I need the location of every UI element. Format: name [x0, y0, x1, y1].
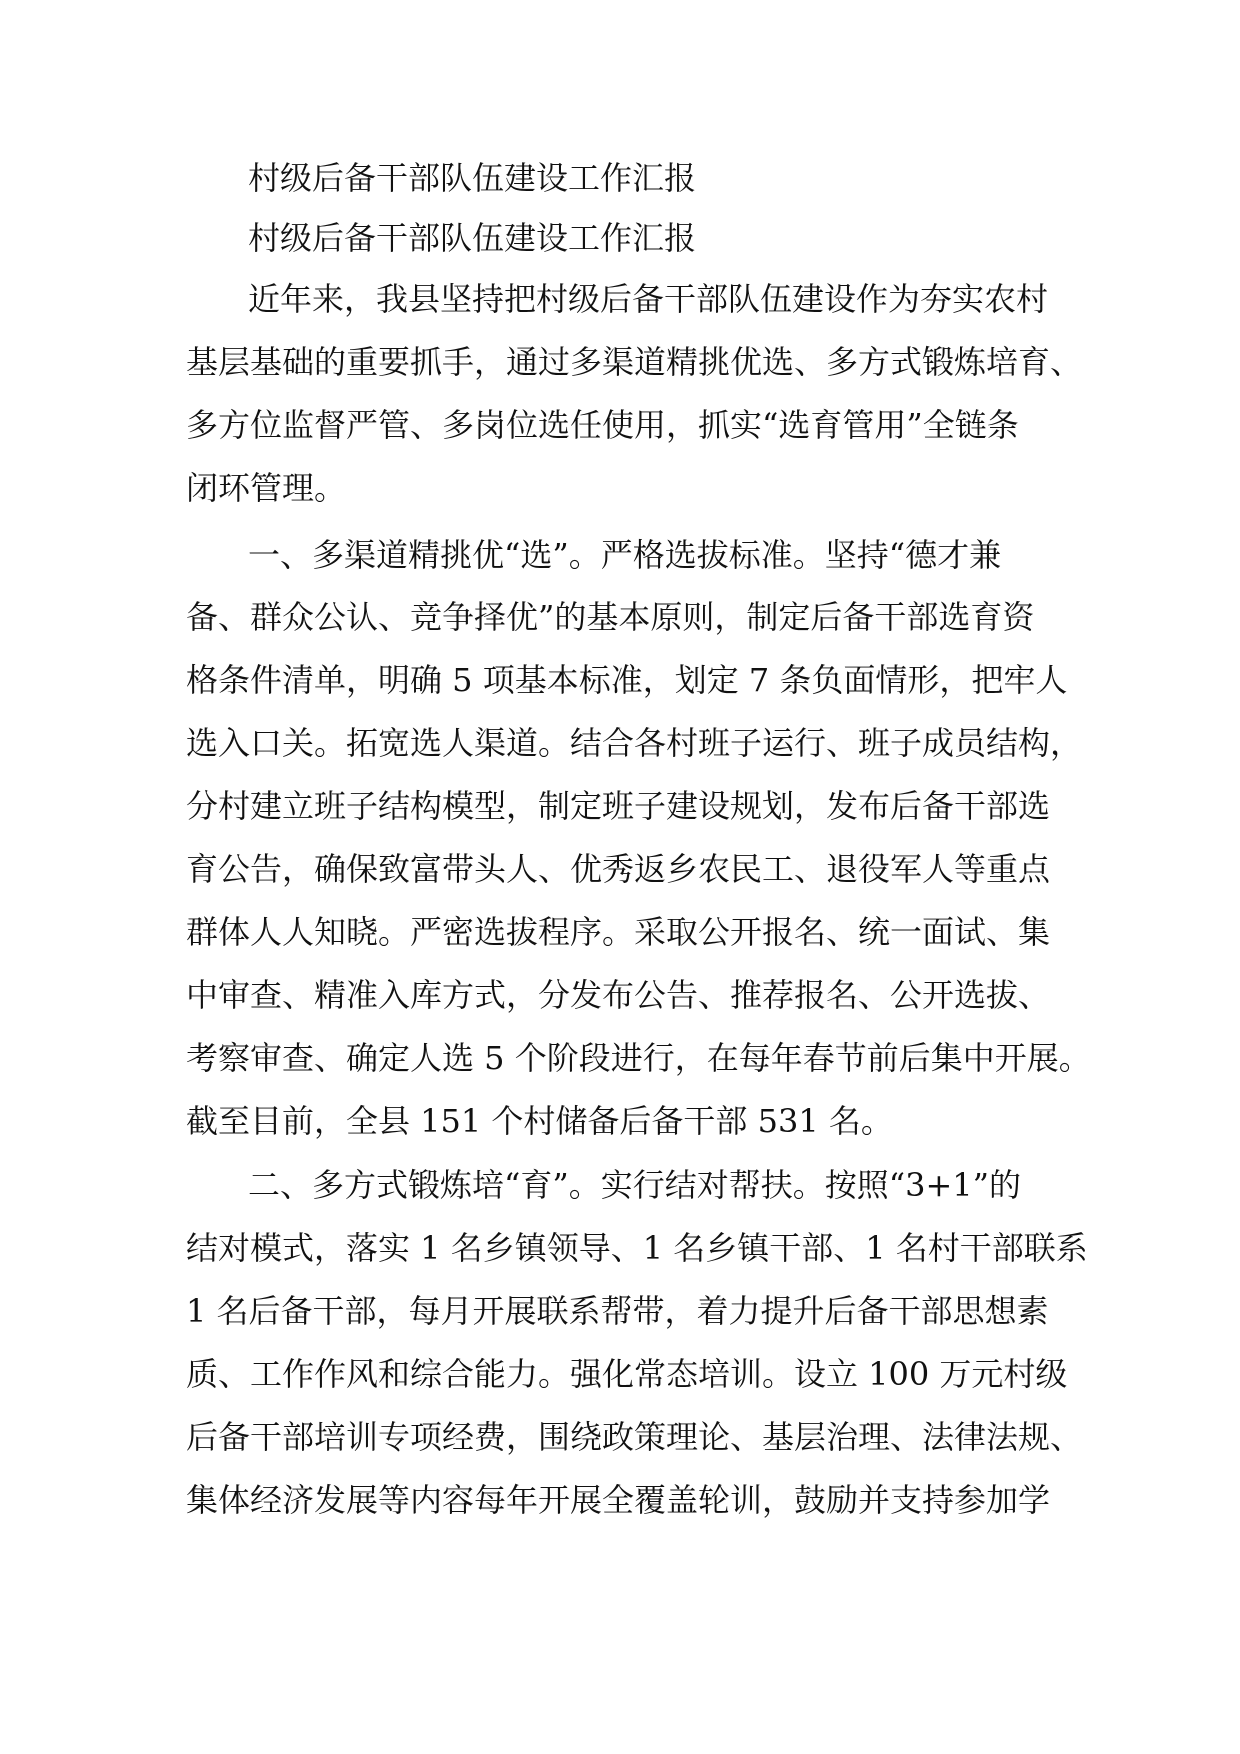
paragraph-line: 群体人人知晓。严密选拔程序。采取公开报名、统一面试、集: [186, 913, 1051, 951]
document-title-repeat: 村级后备干部队伍建设工作汇报: [248, 219, 697, 257]
paragraph-line: 育公告，确保致富带头人、优秀返乡农民工、退役军人等重点: [186, 850, 1051, 888]
paragraph-line: 近年来，我县坚持把村级后备干部队伍建设作为夯实农村: [248, 280, 1049, 318]
paragraph-line: 后备干部培训专项经费，围绕政策理论、基层治理、法律法规、: [186, 1418, 1083, 1456]
paragraph-line: 1 名后备干部，每月开展联系帮带，着力提升后备干部思想素: [186, 1292, 1049, 1330]
paragraph-line: 分村建立班子结构模型，制定班子建设规划，发布后备干部选: [186, 787, 1051, 825]
document-title: 村级后备干部队伍建设工作汇报: [248, 159, 697, 197]
paragraph-line: 格条件清单，明确 5 项基本标准，划定 7 条负面情形，把牢人: [186, 661, 1068, 699]
paragraph-line: 基层基础的重要抓手，通过多渠道精挑优选、多方式锻炼培育、: [186, 343, 1083, 381]
paragraph-line: 闭环管理。: [186, 469, 347, 507]
paragraph-line: 质、工作作风和综合能力。强化常态培训。设立 100 万元村级: [186, 1355, 1068, 1393]
paragraph-line: 选入口关。拓宽选人渠道。结合各村班子运行、班子成员结构，: [186, 724, 1083, 762]
paragraph-line: 多方位监督严管、多岗位选任使用，抓实“选育管用”全链条: [186, 406, 1019, 444]
paragraph-line: 集体经济发展等内容每年开展全覆盖轮训，鼓励并支持参加学: [186, 1481, 1051, 1519]
paragraph-line: 截至目前，全县 151 个村储备后备干部 531 名。: [186, 1102, 893, 1140]
paragraph-line: 二、多方式锻炼培“育”。实行结对帮扶。按照“3+1”的: [248, 1166, 1021, 1204]
paragraph-line: 中审查、精准入库方式，分发布公告、推荐报名、公开选拔、: [186, 976, 1051, 1014]
paragraph-line: 备、群众公认、竞争择优”的基本原则，制定后备干部选育资: [186, 598, 1035, 636]
paragraph-line: 一、多渠道精挑优“选”。严格选拔标准。坚持“德才兼: [248, 536, 1002, 574]
paragraph-line: 考察审查、确定人选 5 个阶段进行，在每年春节前后集中开展。: [186, 1039, 1091, 1077]
paragraph-line: 结对模式，落实 1 名乡镇领导、1 名乡镇干部、1 名村干部联系: [186, 1229, 1088, 1267]
